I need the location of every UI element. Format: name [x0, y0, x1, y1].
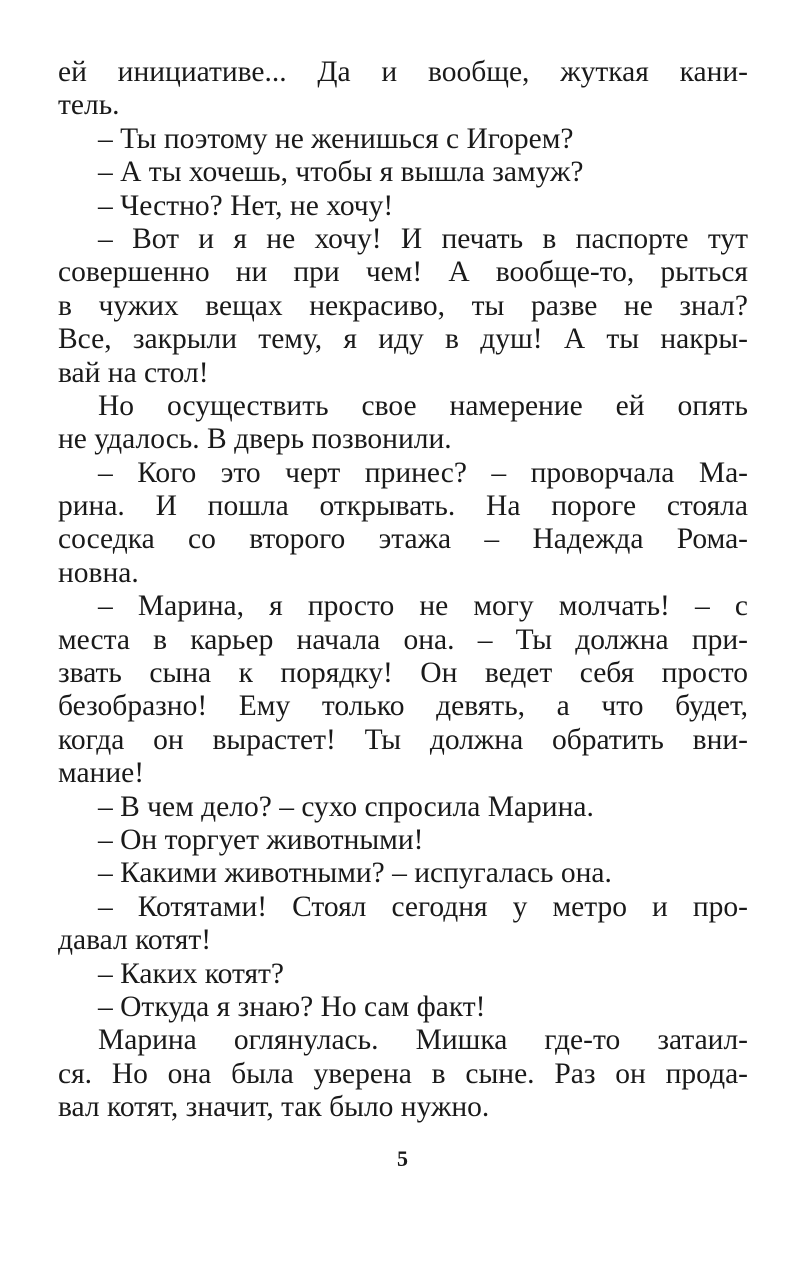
text-line: когда он вырастет! Ты должна обратить вни-: [58, 723, 748, 756]
text-line: соседка со второго этажа – Надежда Рома-: [58, 523, 748, 556]
text-line: тель.: [58, 89, 120, 122]
text-line: в чужих вещах некрасиво, ты разве не знал?: [58, 289, 748, 322]
text-line: – Откуда я знаю? Но сам факт!: [98, 990, 486, 1023]
text-line: вал котят, значит, так было нужно.: [58, 1091, 490, 1124]
text-line: вай на стол!: [58, 356, 209, 389]
text-line: Марина оглянулась. Мишка где-то затаил-: [98, 1024, 748, 1057]
text-line: давал котят!: [58, 924, 212, 957]
text-line: – В чем дело? – сухо спросила Марина.: [98, 790, 594, 823]
text-line: – Он торгует животными!: [98, 823, 424, 856]
text-line: Но осуществить свое намерение ей опять: [98, 389, 748, 422]
body-text: [58, 56, 748, 1125]
text-line: – Ты поэтому не женишься с Игорем?: [98, 122, 574, 155]
text-line: – Какими животными? – испугалась она.: [98, 857, 612, 890]
page-number: 5: [397, 1146, 408, 1171]
text-line: безобразно! Ему только девять, а что будет,: [58, 690, 748, 723]
text-line: новна.: [58, 556, 139, 589]
text-line: места в карьер начала она. – Ты должна при-: [58, 623, 748, 656]
text-line: рина. И пошла открывать. На пороге стояла: [58, 490, 748, 523]
text-line: мание!: [58, 757, 145, 790]
text-line: ся. Но она была уверена в сыне. Раз он прода-: [58, 1057, 748, 1090]
text-line: совершенно ни при чем! А вообще-то, рыться: [58, 256, 748, 289]
text-line: – Марина, я просто не могу молчать! – с: [98, 590, 748, 623]
text-line: – Каких котят?: [98, 957, 285, 990]
text-line: не удалось. В дверь позвонили.: [58, 423, 452, 456]
text-line: – Котятами! Стоял сегодня у метро и про-: [98, 890, 748, 923]
text-line: – Вот и я не хочу! И печать в паспорте тут: [98, 222, 748, 255]
text-line: ей инициативе... Да и вообще, жуткая кани-: [58, 56, 748, 88]
text-line: – Честно? Нет, не хочу!: [98, 189, 394, 222]
text-line: Все, закрыли тему, я иду в душ! А ты накры-: [58, 323, 748, 356]
text-line: звать сына к порядку! Он ведет себя просто: [58, 657, 748, 690]
text-line: – А ты хочешь, чтобы я вышла замуж?: [98, 156, 584, 189]
text-line: – Кого это черт принес? – проворчала Ма-: [98, 456, 748, 489]
